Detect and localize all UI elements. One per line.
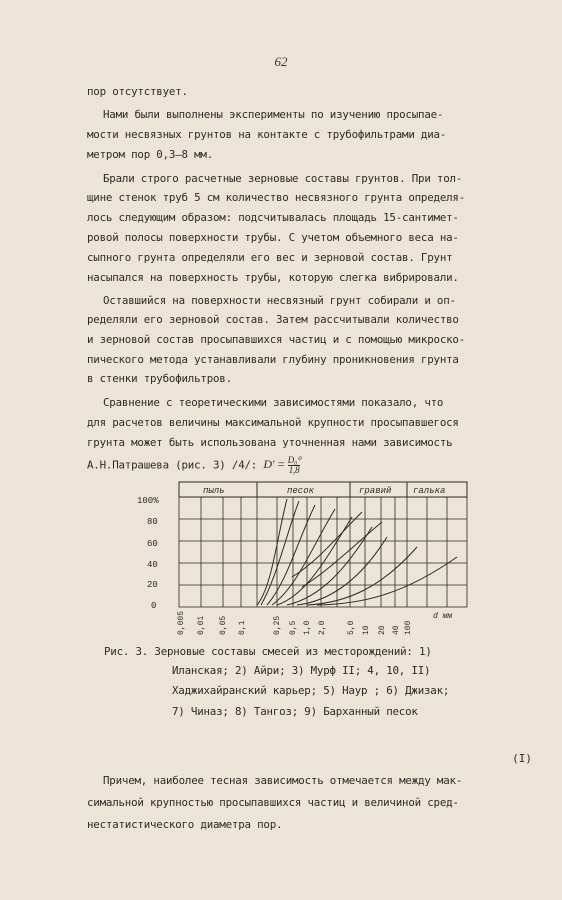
text-line: симальной крупностью просыпавшихся частиц и величиной сред- [87, 796, 459, 809]
text-line: мости несвязных грунтов на контакте с трубофильтрами диа- [87, 128, 447, 141]
band-pebble: галька [413, 486, 446, 496]
grain-size-figure [137, 477, 470, 639]
x-tick: 0,05 [219, 615, 228, 635]
curve-9 [317, 557, 457, 605]
x-tick: 1,0 [303, 620, 312, 635]
text-line: сыпного грунта определяли его вес и зерновой состав. Грунт [87, 251, 453, 264]
x-tick: 0,005 [177, 610, 186, 635]
text-line: ределяли его зерновой состав. Затем рассчитывали количество [87, 313, 459, 326]
x-tick: 10 [362, 625, 371, 635]
text-line: ровой полосы поверхности трубы. С учетом объемного веса на- [87, 231, 459, 244]
y-tick: 40 [147, 560, 158, 570]
x-tick: 0,1 [238, 620, 247, 635]
figure-caption-line: Рис. 3. Зерновые составы смесей из месторождений: 1) [104, 645, 432, 658]
x-tick: 100 [404, 620, 413, 635]
text-line: пического метода устанавливали глубину проникновения грунта [87, 353, 459, 366]
page-number: 62 [274, 54, 288, 69]
curve-7 [297, 537, 387, 605]
text-line: и зерновой состав просыпавшихся частиц и с помощью микроско- [87, 333, 466, 346]
text-line: пор отсутствует. [87, 85, 188, 98]
text-line [87, 456, 300, 475]
curve-8 [307, 547, 417, 605]
x-tick: 20 [378, 625, 387, 635]
y-tick: 100% [137, 496, 159, 506]
curve-3 [267, 505, 315, 605]
figure-caption-line: Иланская; 2) Айри; 3) Мурф II; 4, 10, II) [172, 664, 431, 677]
x-unit: d мм [433, 612, 453, 621]
text-line: метром пор 0,3–8 мм. [87, 148, 214, 161]
text-line: в стенки трубофильтров. [87, 372, 232, 385]
text-line: неcтатистического диаметра пор. [87, 818, 283, 831]
x-tick: 0,01 [197, 615, 206, 635]
text-line: грунта может быть использована уточненная нами зависимость [87, 436, 453, 449]
figure-caption-line: 7) Чиназ; 8) Тангоз; 9) Барханный песок [172, 705, 418, 718]
text-line: Нами были выполнены эксперименты по изучению просыпае- [103, 108, 444, 121]
figure-caption-line: Хаджихайранский карьер; 5) Наур ; 6) Джизак; [172, 684, 450, 697]
y-tick: 80 [147, 517, 158, 527]
band-gravel: гравий [359, 486, 392, 496]
formula-lead: А.Н.Патрашева (рис. 3) /4/: [87, 458, 258, 472]
text-line: для расчетов величины максимальной крупности просыпавшегося [87, 416, 459, 429]
text-line: Оставшийся на поверхности несвязный грунт собирали и оп- [103, 294, 456, 307]
text-line: лось следующим образом: подсчитывалась площадь 15-сантимет- [87, 211, 459, 224]
text-line: насыпался на поверхность трубы, которую слегка вибрировали. [87, 271, 459, 284]
formula-numerator: D₀⁰ [287, 455, 301, 465]
formula-lhs: D' = [263, 457, 285, 472]
x-tick: 0,25 [273, 615, 282, 635]
formula-denominator: 1,8 [288, 465, 300, 475]
x-tick: 2,0 [318, 620, 327, 635]
curve-5 [277, 517, 352, 605]
band-sand: песок [287, 486, 315, 496]
curve-6 [287, 527, 372, 605]
x-tick: 40 [392, 625, 401, 635]
text-line: Сравнение с теоретическими зависимостями показало, что [103, 396, 444, 409]
y-tick: 60 [147, 539, 158, 549]
x-tick: 5,0 [347, 620, 356, 635]
text-line: Причем, наиболее тесная зависимость отмечается между мак- [103, 774, 463, 787]
y-tick: 0 [151, 601, 157, 611]
equation-number: (I) [512, 752, 532, 765]
text-line: щине стенок труб 5 см количество несвязного грунта определя- [87, 191, 466, 204]
x-tick: 0,5 [289, 620, 298, 635]
text-line: Брали строго расчетные зерновые составы грунтов. При тол- [103, 172, 463, 185]
formula [263, 455, 301, 475]
curve-11 [302, 522, 382, 587]
band-silt: пыль [203, 486, 225, 496]
y-tick: 20 [147, 580, 158, 590]
